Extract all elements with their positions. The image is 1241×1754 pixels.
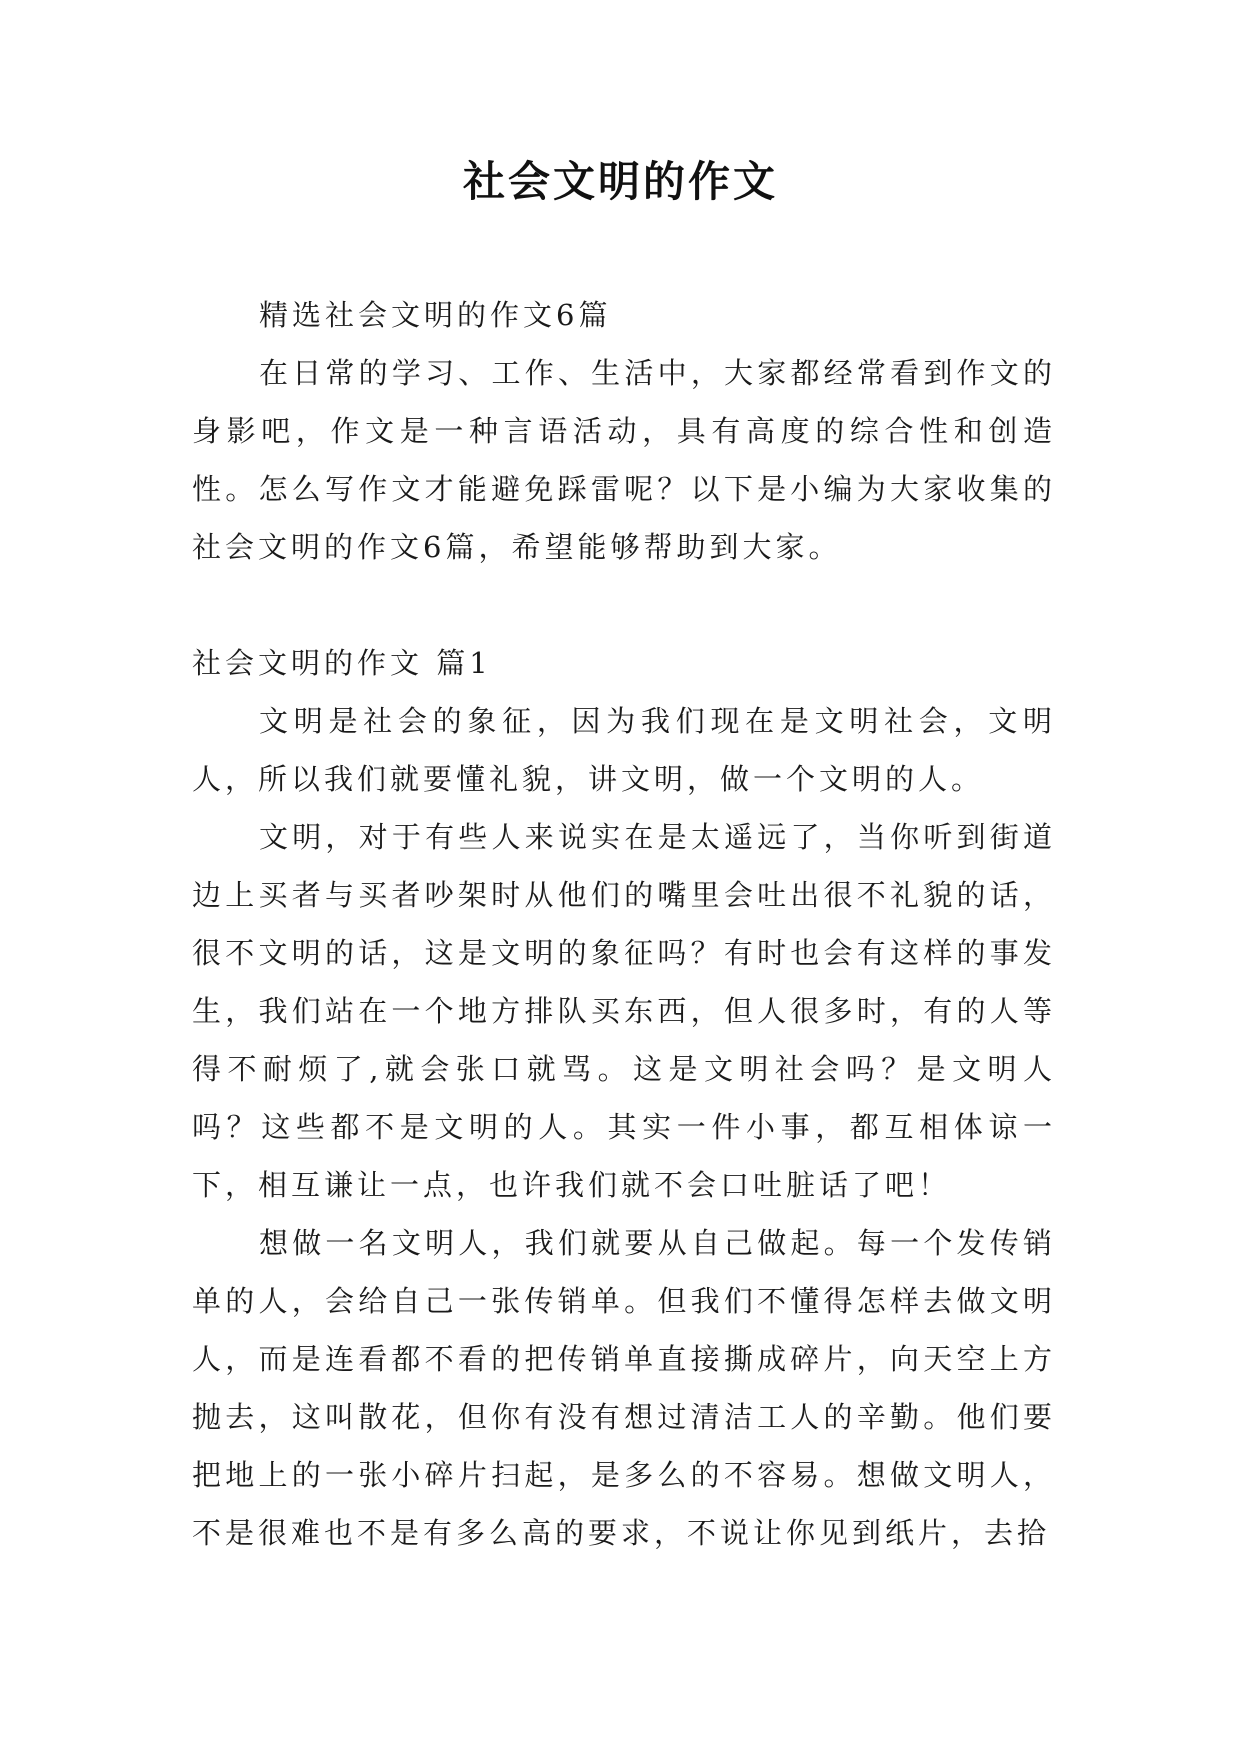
section-heading: 社会文明的作文 篇1 [192,646,492,680]
body-paragraph: 想做一名文明人，我们就要从自己做起。每一个发传销单的人，会给自己一张传销单。但我们不懂得怎样去做文明人，而是连看都不看的把传销单直接撕成碎片，向天空上方抛去，这叫散花，但你有没有想过清洁工人的辛勤。他们要把地上的一张小碎片扫起，是多么的不容易。想做文明人，不是很难也不是有多么高的要求，不说让你见到纸片，去拾 [192,1226,1056,1550]
document-title: 社会文明的作文 [462,157,778,206]
body-paragraph: 文明，对于有些人来说实在是太遥远了，当你听到街道边上买者与买者吵架时从他们的嘴里会吐出很不礼貌的话，很不文明的话，这是文明的象征吗？有时也会有这样的事发生，我们站在一个地方排队买东西，但人很多时，有的人等得不耐烦了,就会张口就骂。这是文明社会吗？是文明人吗？这些都不是文明的人。其实一件小事，都互相体谅一下，相互谦让一点，也许我们就不会口吐脏话了吧！ [192,820,1056,1202]
body-paragraph: 文明是社会的象征，因为我们现在是文明社会，文明人，所以我们就要懂礼貌，讲文明，做一个文明的人。 [192,704,1056,796]
document-subtitle: 精选社会文明的作文6篇 [259,298,612,332]
document-body [192,286,1056,1562]
intro-paragraph: 在日常的学习、工作、生活中，大家都经常看到作文的身影吧，作文是一种言语活动，具有高度的综合性和创造性。怎么写作文才能避免踩雷呢？以下是小编为大家收集的社会文明的作文6篇，希望能够帮助到大家。 [192,356,1056,564]
